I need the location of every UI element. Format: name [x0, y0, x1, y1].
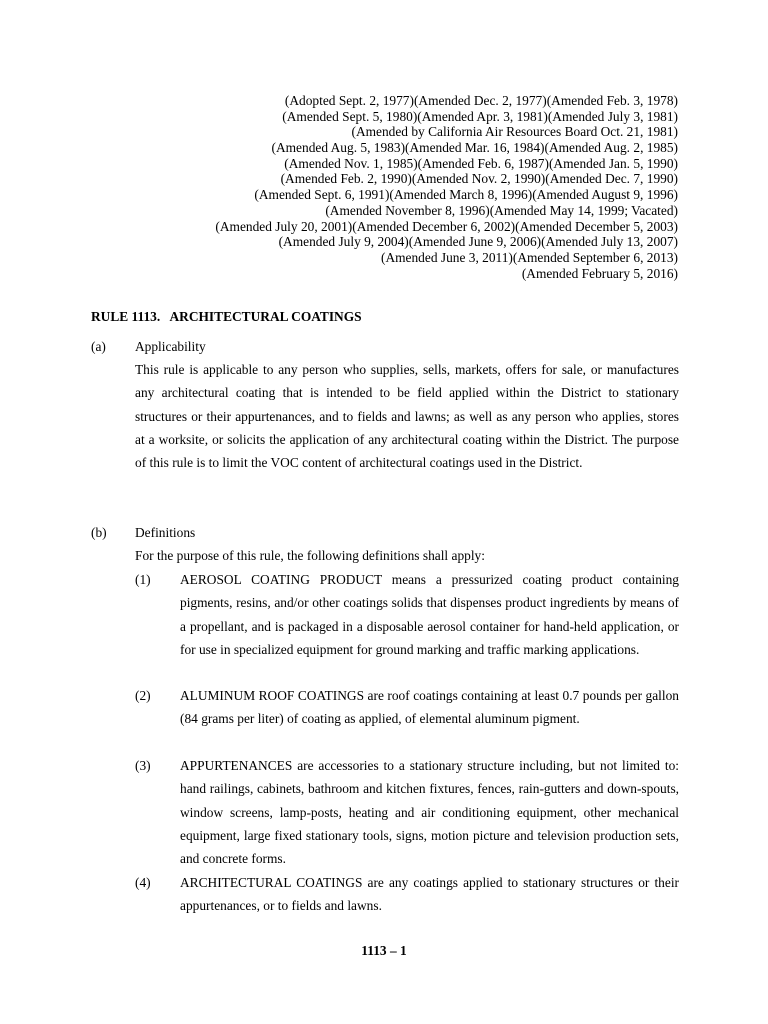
history-line: (Amended June 3, 2011)(Amended September 6, 2013) — [381, 249, 678, 265]
section-a-text: This rule is applicable to any person who supplies, sells, markets, offers for sale, or manufactures any architectural coating that is intended to be field applied within the District to stationary structures or their appurtenances, and to fields and lawns; as well as any person who applies, stores at a worksite, or solicits the application of any architectural coating within the District. The purpose of this rule is to limit the VOC content of architectural coatings used in the District. — [135, 362, 679, 471]
history-line: (Amended February 5, 2016) — [521, 265, 678, 281]
definitions-intro: For the purpose of this rule, the following definitions shall apply: — [135, 548, 485, 563]
history-line: (Amended July 9, 2004)(Amended June 9, 2006)(Amended July 13, 2007) — [278, 234, 678, 250]
history-line: (Amended Sept. 5, 1980)(Amended Apr. 3, 1981)(Amended July 3, 1981) — [282, 108, 678, 124]
definition-text: ARCHITECTURAL COATINGS are any coatings applied to stationary structures or their appurtenances, or to fields and lawns. — [180, 875, 679, 914]
section-a-heading: Applicability — [135, 339, 206, 354]
page-number: 1113 – 1 — [361, 943, 407, 958]
section-b-heading: Definitions — [135, 525, 196, 540]
history-line: (Amended Aug. 5, 1983)(Amended Mar. 16, 1984)(Amended Aug. 2, 1985) — [271, 140, 678, 156]
history-line: (Amended November 8, 1996)(Amended May 14, 1999; Vacated) — [325, 202, 678, 218]
history-line: (Adopted Sept. 2, 1977)(Amended Dec. 2, 1977)(Amended Feb. 3, 1978) — [284, 93, 678, 108]
definition-text: ALUMINUM ROOF COATINGS are roof coatings containing at least 0.7 pounds per gallon (84 grams per liter) of coating as applied, of elemental aluminum pigment. — [180, 688, 679, 727]
definition-number: (3) — [135, 758, 151, 773]
definition-number: (1) — [135, 572, 151, 587]
definition-text: APPURTENANCES are accessories to a stationary structure including, but not limited to: hand railings, cabinets, bathroom and kitchen fixtures, fences, rain-gutters and down-spouts, window screens, lamp-posts, heating and air conditioning equipment, other mechanical equipment, large fixed stationary tools, signs, motion picture and television production sets, and concrete forms. — [180, 758, 679, 867]
definition-number: (2) — [135, 688, 151, 703]
amendment-history — [58, 93, 678, 281]
history-line: (Amended Sept. 6, 1991)(Amended March 8, 1996)(Amended August 9, 1996) — [254, 187, 678, 203]
section-a-label: (a) — [91, 339, 106, 354]
section-b-label: (b) — [91, 525, 107, 540]
history-line: (Amended Feb. 2, 1990)(Amended Nov. 2, 1990)(Amended Dec. 7, 1990) — [280, 171, 678, 187]
rule-title: RULE 1113. ARCHITECTURAL COATINGS — [91, 309, 362, 324]
history-line: (Amended by California Air Resources Board Oct. 21, 1981) — [351, 124, 678, 140]
history-line: (Amended July 20, 2001)(Amended December 6, 2002)(Amended December 5, 2003) — [215, 218, 678, 234]
definition-number: (4) — [135, 875, 151, 890]
definition-text: AEROSOL COATING PRODUCT means a pressurized coating product containing pigments, resins, and/or other coatings solids that dispenses product ingredients by means of a propellant, and is packaged in a disposable aerosol container for hand-held application, or for use in specialized equipment for ground marking and traffic marking applications. — [180, 572, 679, 657]
history-line: (Amended Nov. 1, 1985)(Amended Feb. 6, 1987)(Amended Jan. 5, 1990) — [284, 155, 678, 171]
